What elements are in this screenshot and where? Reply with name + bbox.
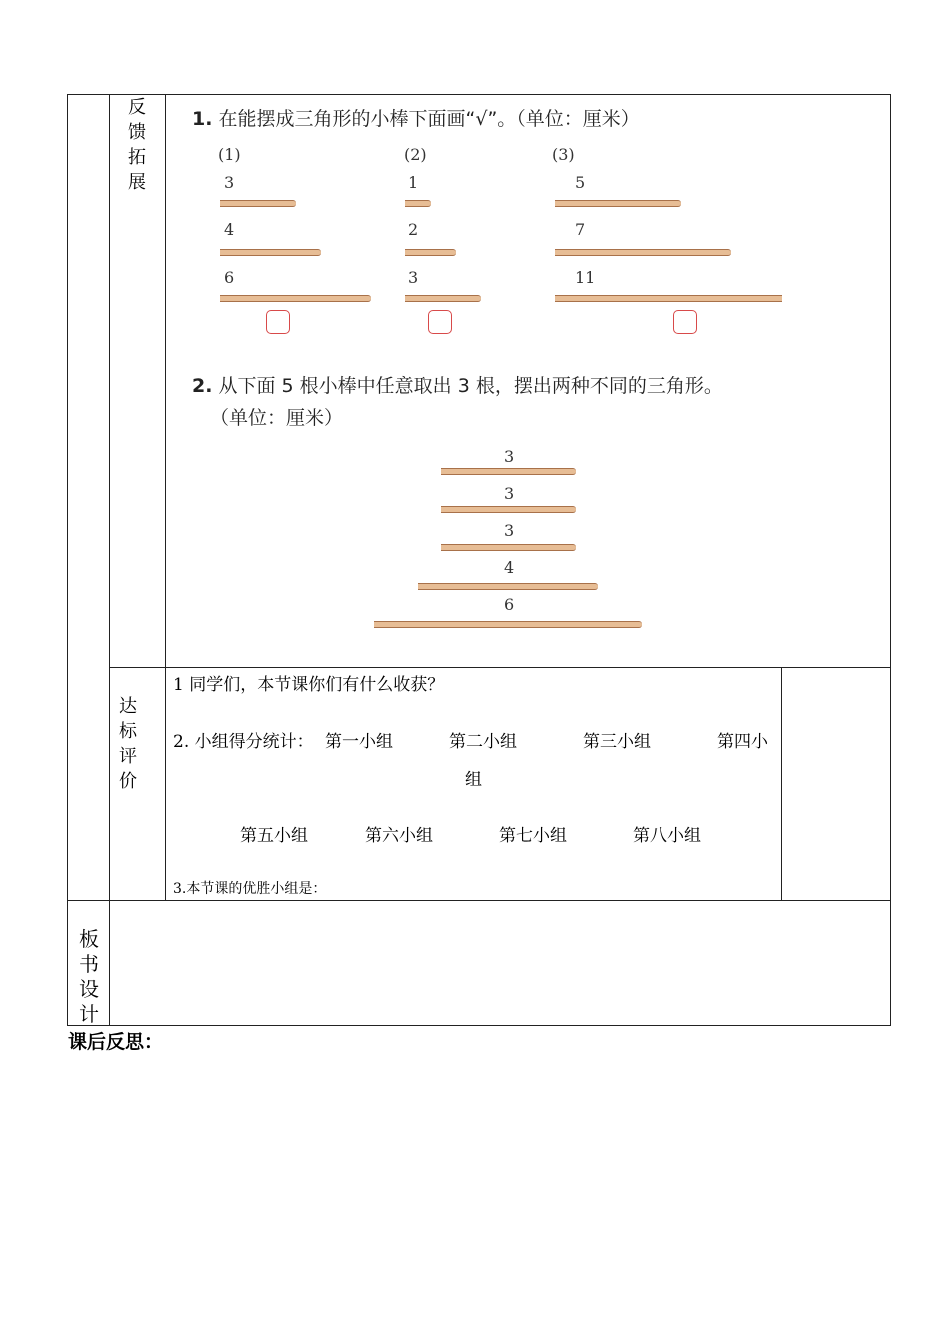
stick-length: 3 [224, 173, 235, 192]
board-design-label: 板 书 设 计 [79, 927, 99, 1026]
assessment-q1: 1 同学们，本节课你们有什么收获？ [173, 675, 445, 695]
stick-length: 2 [408, 220, 419, 239]
table-bottom-border [67, 1025, 891, 1026]
exercise-figure [166, 95, 782, 667]
row-divider-board [67, 900, 891, 901]
q2-unit: （单位：厘米） [210, 407, 344, 429]
stick-length: 6 [504, 595, 515, 614]
table-right-border [890, 94, 891, 1026]
group-score-label: 第七小组 [499, 826, 567, 846]
stick-length: 4 [224, 220, 235, 239]
stick [418, 583, 598, 590]
reflection-title: 课后反思： [68, 1031, 164, 1053]
stick [555, 200, 681, 207]
stick-length: 6 [224, 268, 235, 287]
stick-length: 3 [504, 521, 515, 540]
stick [405, 249, 456, 256]
stick [441, 506, 576, 513]
group-label: (2) [404, 145, 427, 164]
stick [441, 468, 576, 475]
stick [441, 544, 576, 551]
stick [555, 249, 731, 256]
stick-length: 4 [504, 558, 515, 577]
group-score-wrap: 组 [465, 770, 482, 790]
group-score-label: 第四小 [717, 732, 768, 752]
stick-length: 3 [504, 484, 515, 503]
col-divider-1 [109, 94, 110, 1026]
stick-length: 3 [504, 447, 515, 466]
answer-box[interactable] [428, 310, 452, 334]
answer-box[interactable] [266, 310, 290, 334]
stick [220, 295, 371, 302]
stick-length: 11 [575, 268, 596, 287]
stick [220, 249, 321, 256]
q2-title: 2. 从下面 5 根小棒中任意取出 3 根，摆出两种不同的三角形。 [192, 375, 723, 397]
group-score-label: 第三小组 [583, 732, 651, 752]
group-score-label: 第二小组 [449, 732, 517, 752]
group-label: (3) [552, 145, 575, 164]
answer-box[interactable] [673, 310, 697, 334]
group-score-label: 第六小组 [365, 826, 433, 846]
feedback-label: 反 馈 拓 展 [128, 97, 146, 193]
group-score-label: 第一小组 [325, 732, 393, 752]
q1-title: 1. 在能摆成三角形的小棒下面画“√”。（单位：厘米） [192, 108, 640, 130]
assessment-q2-prefix: 2. 小组得分统计： [173, 732, 314, 752]
group-label: (1) [218, 145, 241, 164]
stick [555, 295, 782, 302]
row-divider-assessment [109, 667, 891, 668]
group-score-label: 第五小组 [240, 826, 308, 846]
assessment-label: 达 标 评 价 [119, 696, 137, 792]
stick-length: 1 [408, 173, 419, 192]
group-score-label: 第八小组 [633, 826, 701, 846]
assessment-q3: 3.本节课的优胜小组是： [173, 881, 327, 897]
stick [374, 621, 642, 628]
stick-length: 5 [575, 173, 586, 192]
stick [405, 200, 431, 207]
stick [220, 200, 296, 207]
stick-length: 3 [408, 268, 419, 287]
stick [405, 295, 481, 302]
table-left-border [67, 94, 68, 1026]
stick-length: 7 [575, 220, 586, 239]
